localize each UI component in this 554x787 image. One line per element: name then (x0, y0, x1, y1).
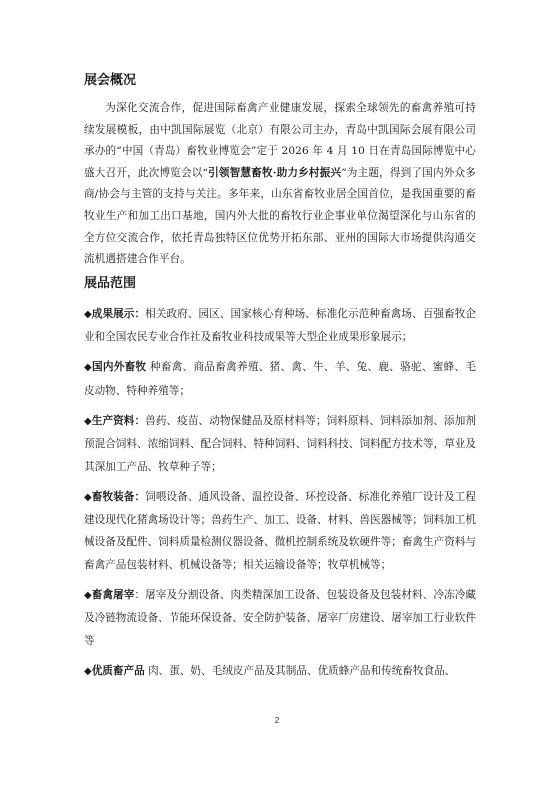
scope-heading: 展品范围 (84, 275, 137, 291)
scope-item-key: 成果展示： (91, 307, 146, 320)
overview-theme: 引领智慧畜牧·助力乡村振兴 (208, 166, 342, 179)
diamond-bullet-icon: ◆ (84, 308, 92, 320)
scope-item-livestock (84, 356, 476, 402)
scope-item-key: 优质畜产品 (91, 664, 145, 677)
diamond-bullet-icon: ◆ (84, 415, 92, 427)
scope-item-key: 国内外畜牧 (91, 361, 147, 374)
diamond-bullet-icon: ◆ (84, 590, 92, 602)
page-number: 2 (274, 716, 280, 725)
overview-paragraph (84, 98, 476, 271)
overview-text-part1: 为深化交流合作，促进国际畜禽产业健康发展，探索全球领先的畜禽养殖可持续发展模板，由中凯国际展览（北京）有限公司主办，青岛中凯国际会展有限公司承办的“中国（青岛）畜牧业博览会”定于 2026 年 4 月 10 日在青岛国际博览中心盛大召开，此次博览会以“ (84, 102, 476, 179)
scope-item-slaughter (84, 584, 476, 652)
scope-item-text: 肉、蛋、奶、毛绒皮产品及其制品、优质蜂产品和传统畜牧食品、 (144, 664, 456, 677)
scope-item-text: 相关政府、园区、国家核心育种场、标准化示范种畜禽场、百强畜牧企业和全国农民专业合作社及畜牧业科技成果等大型企业成果形象展示； (84, 307, 476, 344)
diamond-bullet-icon: ◆ (84, 665, 92, 677)
scope-item-key: 生产资料： (91, 414, 146, 427)
scope-item-key: 畜禽屠宰 (91, 589, 135, 602)
scope-item-text: 兽药、疫苗、动物保健品及原材料等；饲料原料、饲料添加剂、添加剂预混合饲料、浓缩饲料、配合饲料、特种饲料、饲料科技、饲料配方技术等，草业及其深加工产品、牧草种子等； (84, 414, 476, 473)
scope-item-text: ：屠宰及分割设备、肉类精深加工设备、包装设备及包装材料、冷冻冷藏及冷链物流设备、节能环保设备、安全防护装备、屠宰厂房建设、屠宰加工行业软件等 (84, 589, 476, 647)
diamond-bullet-icon: ◆ (84, 491, 92, 503)
diamond-bullet-icon: ◆ (84, 362, 92, 374)
scope-item-production-materials (84, 410, 476, 478)
scope-item-text: 种畜禽、商品畜禽养殖、猪、禽、牛、羊、兔、鹿、骆驼、蜜蜂、毛皮动物、特种养殖等； (84, 361, 477, 397)
page-content (84, 70, 476, 683)
scope-item-equipment (84, 486, 476, 576)
scope-item-achievements (84, 303, 476, 349)
overview-text-part2: ”为主题，得到了国内外众多商/协会与主管的支持与关注。多年来，山东省畜牧业居全国首位，是我国重要的畜牧业生产和加工出口基地，国内外大批的畜牧行业企事业单位渴望深化与山东省的全方位交流合作，依托青岛独特区位优势开拓东部、亚州的国际大市场提供沟通交流机遇搭建合作平台。 (84, 166, 476, 266)
scope-item-key: 畜牧装备： (91, 490, 146, 503)
overview-heading: 展会概况 (84, 73, 137, 88)
scope-item-quality-products (84, 660, 476, 683)
scope-item-text: 饲喂设备、通风设备、温控设备、环控设备、标准化养殖厂设计及工程建设现代化猪禽场设计等；兽药生产、加工、设备、材料、兽医器械等；饲料加工机械设备及配件、饲料质量检测仪器设备、微机控制系统及软硬件等；畜禽生产资料与畜禽产品包装材料、机械设备等；相关运输设备等；牧草机械等； (84, 490, 476, 571)
